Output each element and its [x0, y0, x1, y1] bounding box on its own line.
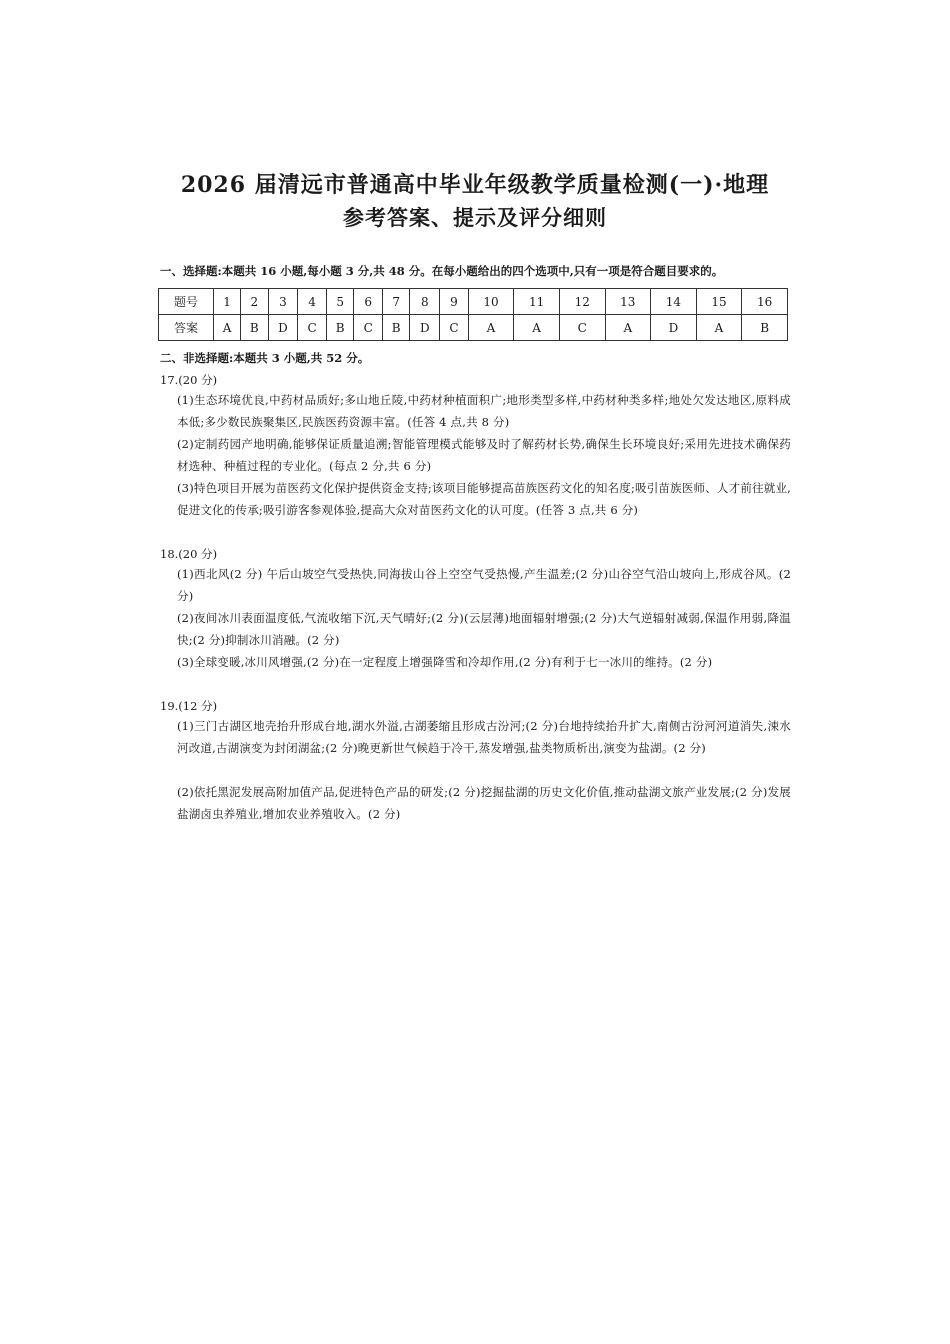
answer-cell: B	[241, 315, 269, 341]
question-17-part-3: (3)特色项目开展为苗医药文化保护提供资金支持;该项目能够提高苗族医药文化的知名度;吸引苗族医师、人才前往就业,促进文化的传承;吸引游客参观体验,提高大众对苗医药文化的认可度。(任答 3 点,共 6 分)	[177, 481, 791, 517]
question-19-label: 19.(12 分)	[160, 699, 218, 713]
question-17-label: 17.(20 分)	[160, 373, 218, 387]
question-18-part-1: (1)西北风(2 分) 午后山坡空气受热快,同海拔山谷上空空气受热慢,产生温差;(2 分)山谷空气沿山坡向上,形成谷风。(2 分)	[177, 567, 791, 603]
question-number-cell: 7	[382, 289, 410, 315]
question-number-cell: 8	[410, 289, 440, 315]
question-number-cell: 5	[326, 289, 354, 315]
answer-cell: D	[410, 315, 440, 341]
answer-cell: B	[742, 315, 788, 341]
answer-cell: C	[354, 315, 383, 341]
question-17-part-2: (2)定制药园产地明确,能够保证质量追溯;智能管理模式能够及时了解药材长势,确保生长环境良好;采用先进技术确保药材选种、种植过程的专业化。(每点 2 分,共 6 分)	[177, 437, 791, 473]
answer-cell: D	[268, 315, 298, 341]
question-number-cell: 9	[440, 289, 469, 315]
row-label-number: 题号	[159, 289, 214, 315]
question-number-cell: 3	[268, 289, 298, 315]
section2-heading: 二、非选择题:本题共 3 小题,共 52 分。	[160, 351, 370, 365]
answer-cell: A	[468, 315, 514, 341]
table-row-answers	[159, 315, 788, 341]
answer-cell: C	[440, 315, 469, 341]
page-title: 2026 届清远市普通高中毕业年级教学质量检测(一)·地理	[180, 172, 770, 198]
table-row-numbers	[159, 289, 788, 315]
question-number-cell: 10	[468, 289, 514, 315]
answer-cell: D	[651, 315, 697, 341]
answer-table	[158, 288, 788, 341]
answer-cell: A	[605, 315, 651, 341]
question-19-part-2: (2)依托黑泥发展高附加值产品,促进特色产品的研发;(2 分)挖掘盐湖的历史文化价值,推动盐湖文旅产业发展;(2 分)发展盐湖卤虫养殖业,增加农业养殖收入。(2 分)	[177, 785, 791, 821]
answer-cell: B	[382, 315, 410, 341]
answer-cell: A	[214, 315, 241, 341]
question-number-cell: 11	[514, 289, 560, 315]
question-number-cell: 1	[214, 289, 241, 315]
question-19-part-1: (1)三门古湖区地壳抬升形成台地,湖水外溢,古湖萎缩且形成古汾河;(2 分)台地持续抬升扩大,南侧古汾河河道消失,涑水河改道,古湖演变为封闭湖盆;(2 分)晚更新世气候趋于冷干,蒸发增强,盐类物质析出,演变为盐湖。(2 分)	[177, 719, 791, 755]
answer-cell: A	[696, 315, 742, 341]
section1-heading: 一、选择题:本题共 16 小题,每小题 3 分,共 48 分。在每小题给出的四个选项中,只有一项是符合题目要求的。	[160, 264, 724, 278]
question-number-cell: 12	[559, 289, 605, 315]
question-18-part-2: (2)夜间冰川表面温度低,气流收缩下沉,天气晴好;(2 分)(云层薄)地面辐射增强;(2 分)大气逆辐射减弱,保温作用弱,降温快;(2 分)抑制冰川消融。(2 分)	[177, 611, 791, 647]
row-label-answer: 答案	[159, 315, 214, 341]
question-17-part-1: (1)生态环境优良,中药材品质好;多山地丘陵,中药材种植面积广;地形类型多样,中药材种类多样;地处欠发达地区,原料成本低;多少数民族聚集区,民族医药资源丰富。(任答 4 点,共 8 分)	[177, 393, 791, 429]
question-number-cell: 6	[354, 289, 383, 315]
page-subtitle: 参考答案、提示及评分细则	[343, 205, 607, 230]
question-number-cell: 2	[241, 289, 269, 315]
question-number-cell: 13	[605, 289, 651, 315]
question-number-cell: 15	[696, 289, 742, 315]
answer-cell: B	[326, 315, 354, 341]
question-number-cell: 14	[651, 289, 697, 315]
question-number-cell: 16	[742, 289, 788, 315]
answer-cell: A	[514, 315, 560, 341]
question-18-part-3: (3)全球变暖,冰川风增强,(2 分)在一定程度上增强降雪和冷却作用,(2 分)有利于七一冰川的维持。(2 分)	[177, 655, 713, 669]
question-18-label: 18.(20 分)	[160, 547, 218, 561]
question-number-cell: 4	[298, 289, 327, 315]
answer-cell: C	[298, 315, 327, 341]
answer-cell: C	[559, 315, 605, 341]
